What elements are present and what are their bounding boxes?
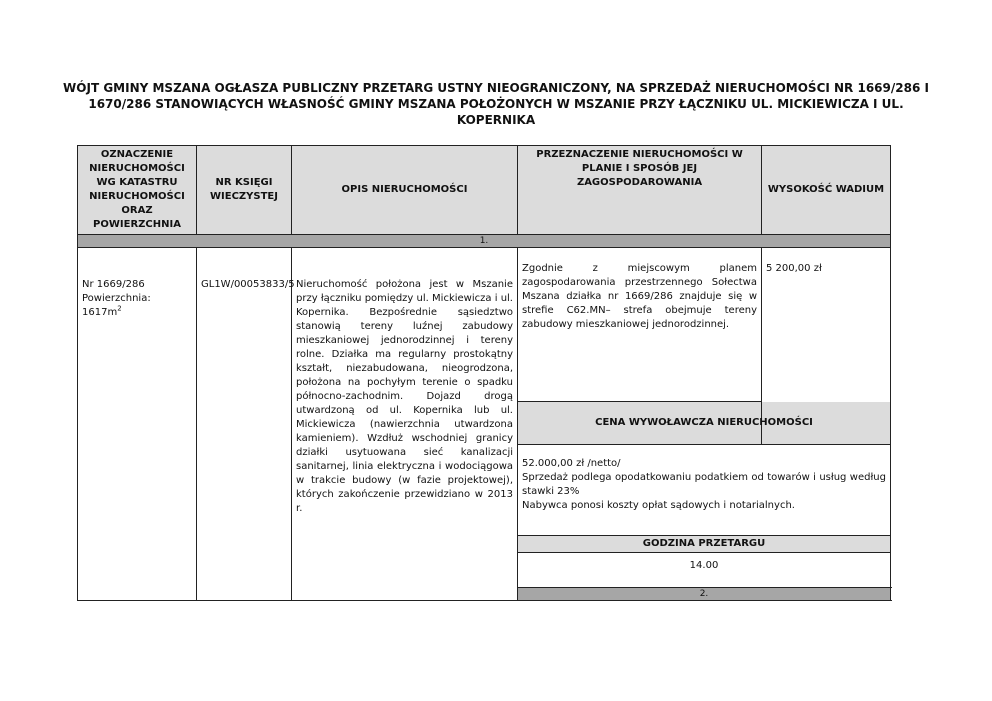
wadium-cell: 5 200,00 zł [762,248,891,445]
cena-costs-note: Nabywca ponosi koszty opłat sądowych i notarialnych. [522,500,795,511]
auction-table [77,145,891,601]
section-number: 2. [518,588,891,601]
cena-header: CENA WYWOŁAWCZA NIERUCHOMOŚCI [518,402,891,445]
parcel-area [82,292,192,320]
section-band-1 [78,235,891,248]
przeznaczenie-cell: Zgodnie z miejscowym planem zagospodarowania przestrzennego Sołectwa Mszana działka nr 1669/286 znajduje się w strefie C62.MN– strefa obejmuje tereny zabudowy mieszkaniowej jednorodzinnej. [518,248,762,402]
header-przeznaczenie: PRZEZNACZENIE NIERUCHOMOŚCI W PLANIE I SPOSÓB JEJ ZAGOSPODAROWANIA [518,146,762,235]
ksiega-cell: GL1W/00053833/5 [197,248,292,601]
header-opis: OPIS NIERUCHOMOŚCI [292,146,518,235]
header-row [78,146,891,235]
cena-cell [518,445,891,536]
parcel-area-label: Powierzchnia: 1617m [82,293,151,318]
parcel-area-unit-exponent: 2 [117,304,122,313]
page-title: WÓJT GMINY MSZANA OGŁASZA PUBLICZNY PRZETARG USTNY NIEOGRANICZONY, NA SPRZEDAŻ NIERUCHOMOŚCI NR 1669/286 I 1670/286 STANOWIĄCYCH WŁASNOŚĆ GMINY MSZANA POŁOŻONYCH W MSZANIE PRZY ŁĄCZNIKU UL. MICKIEWICZA I UL. KOPERNIKA [63,81,929,127]
cena-value: 52.000,00 zł /netto/ [522,458,621,469]
opis-cell: Nieruchomość położona jest w Mszanie przy łączniku pomiędzy ul. Mickiewicza i ul. Kopernika. Bezpośrednie sąsiedztwo stanowią tereny luźnej zabudowy mieszkaniowej jednorodzinnej i tereny rolne. Działka ma regularny prostokątny kształt, niezabudowana, nieogrodzona, położona na pochyłym terenie o spadku północno-zachodnim. Dojazd drogą utwardzoną od ul. Kopernika lub ul. Mickiewicza (nawierzchnia utwardzona kamieniem). Wzdłuż wschodniej granicy działki usytuowana sieć kanalizacji sanitarnej, linia elektryczna i wodociągowa w trakcie budowy (w fazie projektowej), których zakończenie przewidziano w 2013 r. [292,248,518,601]
godzina-value: 14.00 [518,553,891,588]
parcel-number: Nr 1669/286 [82,279,145,290]
oznaczenie-cell [78,248,197,601]
section-number: 1. [78,235,891,248]
header-ksiega: NR KSIĘGI WIECZYSTEJ [197,146,292,235]
godzina-header: GODZINA PRZETARGU [518,536,891,553]
header-oznaczenie: OZNACZENIE NIERUCHOMOŚCI WG KATASTRU NIERUCHOMOŚCI ORAZ POWIERZCHNIA [78,146,197,235]
header-wadium: WYSOKOŚĆ WADIUM [762,146,891,235]
table-row [78,248,891,402]
cena-tax-note: Sprzedaż podlega opodatkowaniu podatkiem od towarów i usług według stawki 23% [522,472,886,497]
